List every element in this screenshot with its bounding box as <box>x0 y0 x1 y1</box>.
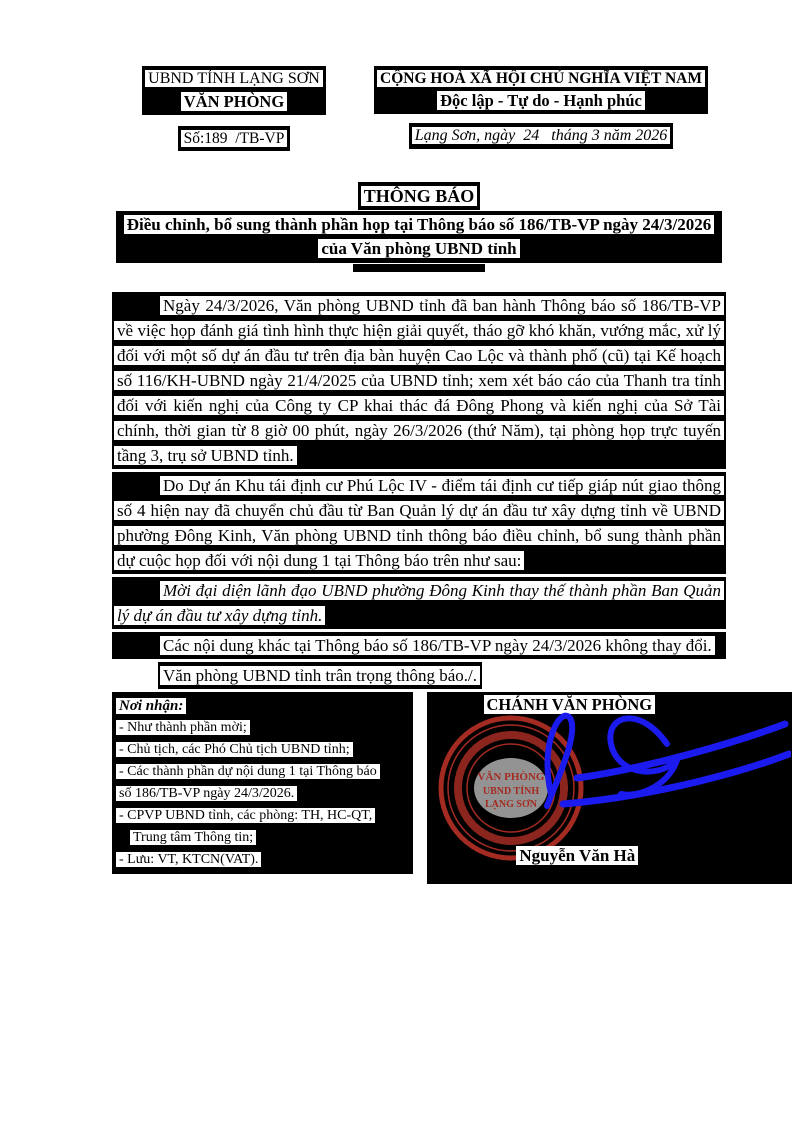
recipient-item: - CPVP UBND tỉnh, các phòng: TH, HC-QT, <box>116 808 375 823</box>
seal-text-line3: LẠNG SƠN <box>485 799 538 810</box>
paragraph-3 <box>112 577 726 629</box>
recipients-label: Nơi nhận: <box>116 698 186 714</box>
signature-block <box>427 692 792 884</box>
recipient-item: - Chủ tịch, các Phó Chủ tịch UBND tỉnh; <box>116 742 353 757</box>
doc-subtitle: Điều chỉnh, bổ sung thành phần họp tại Thông báo số 186/TB-VP ngày 24/3/2026 của Văn phòng UBND tỉnh <box>124 215 715 258</box>
document-body <box>112 292 726 692</box>
recipient-item: - Các thành phần dự nội dung 1 tại Thông báo <box>116 764 380 779</box>
title-block <box>112 182 726 272</box>
paragraph-1-text: Ngày 24/3/2026, Văn phòng UBND tỉnh đã ban hành Thông báo số 186/TB-VP về việc họp đánh giá tình hình thực hiện giải quyết, tháo gỡ khó khăn, vướng mắc, xử lý đối với một số dự án đầu tư trên địa bàn huyện Cao Lộc và thành phố (cũ) tại Kế hoạch số 116/KH-UBND ngày 21/4/2025 của UBND tỉnh; xem xét báo cáo của Thanh tra tỉnh đối với kiến nghị của Công ty CP khai thác đá Đông Phong và kiến nghị của Sở Tài chính, thời gian từ 8 giờ 00 phút, ngày 26/3/2026 (thứ Năm), tại phòng họp trực tuyến tầng 3, trụ sở UBND tỉnh. <box>114 296 724 465</box>
paragraph-4-text: Các nội dung khác tại Thông báo số 186/TB-VP ngày 24/3/2026 không thay đổi. <box>160 636 715 655</box>
issuing-org-box <box>142 66 326 115</box>
national-motto-box <box>374 66 708 114</box>
place-date: Lạng Sơn, ngày 24 tháng 3 năm 2026 <box>412 127 671 144</box>
recipient-item: - Lưu: VT, KTCN(VAT). <box>116 852 261 867</box>
paragraph-2-text: Do Dự án Khu tái định cư Phú Lộc IV - điểm tái định cư tiếp giáp nút giao thông số 4 hiện nay đã chuyển chủ đầu từ Ban Quản lý dự án đầu tư xây dựng tỉnh về UBND phường Đông Kinh, Văn phòng UBND tỉnh thông báo điều chỉnh, bổ sung thành phần dự cuộc họp đối với nội dung 1 tại Thông báo trên như sau: <box>114 476 724 570</box>
national-motto: Độc lập - Tự do - Hạnh phúc <box>437 91 645 110</box>
seal-text-line1: VĂN PHÒNG <box>477 771 545 783</box>
org-name: UBND TỈNH LẠNG SƠN <box>145 70 323 87</box>
paragraph-closing-text: Văn phòng UBND tỉnh trân trọng thông báo./. <box>160 666 480 685</box>
signature-icon <box>519 698 791 816</box>
recipient-item: - Như thành phần mời; <box>116 720 250 735</box>
recipient-item: Trung tâm Thông tin; <box>130 830 256 845</box>
paragraph-closing <box>158 662 482 689</box>
paragraph-2 <box>112 472 726 574</box>
signer-name: Nguyễn Văn Hà <box>516 846 638 865</box>
recipients-block <box>112 692 413 874</box>
signer-name-line <box>489 844 665 868</box>
title-separator <box>353 264 485 272</box>
paragraph-3-text: Mời đại diện lãnh đạo UBND phường Đông Kinh thay thế thành phần Ban Quản lý dự án đầu tư xây dựng tỉnh. <box>114 581 724 625</box>
place-date-box <box>409 123 674 149</box>
doc-subtitle-box <box>116 211 722 263</box>
doc-number-box <box>178 126 291 151</box>
doc-number: Số:189 /TB-VP <box>181 130 288 147</box>
doc-type: THÔNG BÁO <box>361 186 478 206</box>
doc-type-box <box>358 182 481 210</box>
national-title: CỘNG HOÀ XÃ HỘI CHỦ NGHĨA VIỆT NAM <box>377 70 705 87</box>
paragraph-1 <box>112 292 726 469</box>
signer-title: CHÁNH VĂN PHÒNG <box>484 695 656 714</box>
document-footer <box>112 692 792 884</box>
document-header <box>112 66 726 151</box>
recipient-item: số 186/TB-VP ngày 24/3/2026. <box>116 786 297 801</box>
org-unit: VĂN PHÒNG <box>181 92 287 111</box>
issuing-org-block <box>112 66 356 151</box>
seal-text-line2: UBND TỈNH <box>483 786 540 797</box>
paragraph-4 <box>112 632 726 659</box>
national-header-block <box>356 66 726 151</box>
